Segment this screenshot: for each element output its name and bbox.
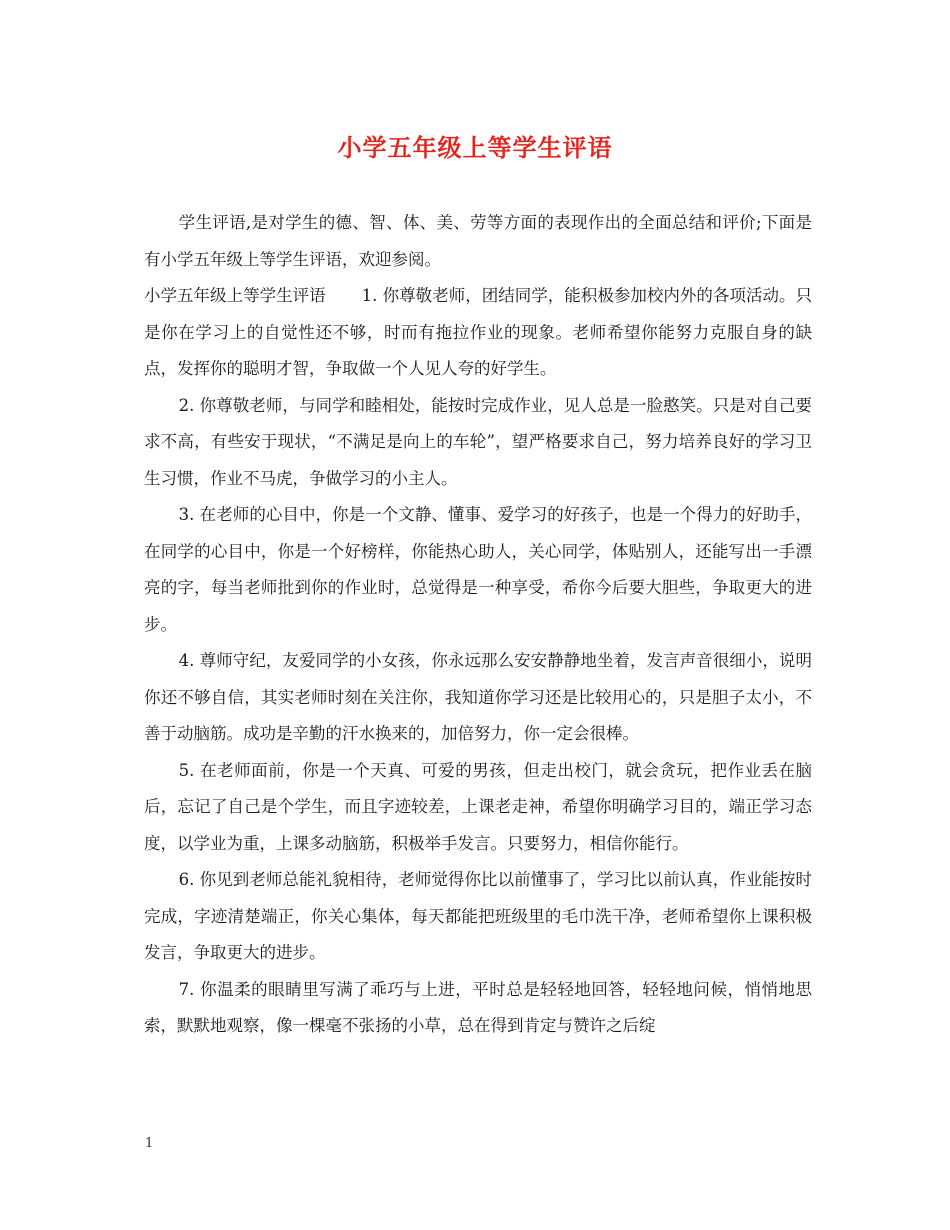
- document-body: [144, 205, 812, 1045]
- section-heading: 小学五年级上等学生评语: [144, 286, 326, 305]
- comment-1: 1. 你尊敬老师，团结同学，能积极参加校内外的各项活动。只是你在学习上的自觉性还不够，时而有拖拉作业的现象。老师希望你能努力克服自身的缺点，发挥你的聪明才智，争取做一个人见人夸的好学生。: [144, 286, 812, 378]
- comment-3: 3. 在老师的心目中，你是一个文静、懂事、爱学习的好孩子，也是一个得力的好助手，在同学的心目中，你是一个好榜样，你能热心助人，关心同学，体贴别人，还能写出一手漂亮的字，每当老师批到你的作业时，总觉得是一种享受，希你今后要大胆些，争取更大的进步。: [144, 505, 812, 634]
- document-title: 小学五年级上等学生评语: [337, 133, 613, 162]
- comment-2: 2. 你尊敬老师，与同学和睦相处，能按时完成作业，见人总是一脸憨笑。只是对自己要求不高，有些安于现状，“不满足是向上的车轮”，望严格要求自己，努力培养良好的学习卫生习惯，作业不马虎，争做学习的小主人。: [144, 395, 812, 488]
- page-number: 1: [145, 1136, 154, 1151]
- comment-6: 6. 你见到老师总能礼貌相待，老师觉得你比以前懂事了，学习比以前认真，作业能按时完成，字迹清楚端正，你关心集体，每天都能把班级里的毛巾洗干净，老师希望你上课积极发言，争取更大的进步。: [144, 870, 812, 962]
- comment-4: 4. 尊师守纪，友爱同学的小女孩，你永远那么安安静静地坐着，发言声音很细小，说明你还不够自信，其实老师时刻在关注你，我知道你学习还是比较用心的，只是胆子太小，不善于动脑筋。成功是辛勤的汗水换来的，加倍努力，你一定会很棒。: [144, 651, 812, 743]
- comment-5: 5. 在老师面前，你是一个天真、可爱的男孩，但走出校门，就会贪玩，把作业丢在脑后，忘记了自己是个学生，而且字迹较差，上课老走神，希望你明确学习目的，端正学习态度，以学业为重，上课多动脑筋，积极举手发言。只要努力，相信你能行。: [144, 760, 812, 853]
- comment-7: 7. 你温柔的眼睛里写满了乖巧与上进，平时总是轻轻地回答，轻轻地问候，悄悄地思索，默默地观察，像一棵毫不张扬的小草，总在得到肯定与赞许之后绽: [144, 979, 812, 1035]
- first-comment-paragraph: [144, 278, 812, 388]
- intro-paragraph: 学生评语,是对学生的德、智、体、美、劳等方面的表现作出的全面总结和评价;下面是有小学五年级上等学生评语，欢迎参阅。: [144, 213, 812, 269]
